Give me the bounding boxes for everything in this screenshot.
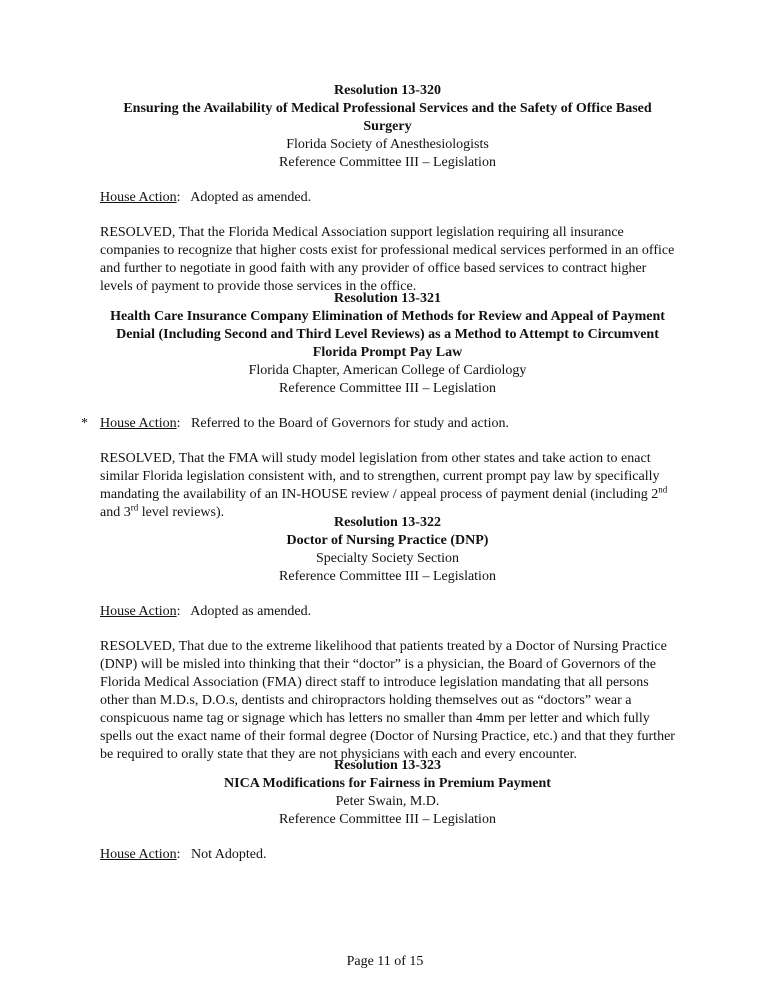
- house-action-label: House Action: [100, 416, 177, 431]
- resolution-number: Resolution 13-322: [334, 515, 441, 530]
- house-action-text: Not Adopted.: [191, 847, 267, 862]
- resolution-header: [100, 82, 675, 172]
- resolution-sponsor: Peter Swain, M.D.: [335, 794, 440, 809]
- house-action: House Action: Not Adopted.: [100, 847, 267, 862]
- resolution-title: Ensuring the Availability of Medical Professional Services and the Safety of Office Based Surgery: [123, 101, 652, 134]
- resolution-sponsor: Florida Chapter, American College of Cardiology: [248, 363, 527, 378]
- resolution-header: [100, 290, 675, 398]
- resolution-committee: Reference Committee III – Legislation: [279, 381, 496, 396]
- house-action-label: House Action: [100, 190, 177, 205]
- body-text: RESOLVED, That the FMA will study model legislation from other states and take action to enact similar Florida legislation consistent with, and to strengthen, current prompt pay law by specifically mandating the availability of an IN-HOUSE review / appeal process of payment denial (including 2: [100, 451, 660, 502]
- house-action-label: House Action: [100, 604, 177, 619]
- resolution-committee: Reference Committee III – Legislation: [279, 155, 496, 170]
- resolution-number: Resolution 13-321: [334, 291, 441, 306]
- body-text: level reviews).: [138, 505, 225, 520]
- resolution-sponsor: Specialty Society Section: [315, 551, 460, 566]
- house-action-text: Adopted as amended.: [190, 190, 312, 205]
- page-number: Page 11 of 15: [346, 954, 424, 969]
- house-action: House Action: Adopted as amended.: [100, 604, 312, 619]
- resolution-committee: Reference Committee III – Legislation: [279, 569, 496, 584]
- house-action: House Action: Adopted as amended.: [100, 190, 312, 205]
- house-action-text: Referred to the Board of Governors for study and action.: [191, 416, 510, 431]
- resolution-13-320: [100, 82, 675, 296]
- resolution-number: Resolution 13-323: [334, 758, 441, 773]
- asterisk-marker: *: [81, 416, 88, 431]
- body-text: and 3: [100, 505, 131, 520]
- resolution-title: Health Care Insurance Company Elimination of Methods for Review and Appeal of Payment Denial (Including Second and Third Level Reviews) as a Method to Attempt to Circumvent Florida Prompt Pay Law: [110, 309, 665, 360]
- resolution-body: RESOLVED, That due to the extreme likelihood that patients treated by a Doctor of Nursing Practice (DNP) will be misled into thinking that their “doctor” is a physician, the Board of Governors of the Florida Medical Association (FMA) direct staff to introduce legislation mandating that all persons other than M.D.s, D.O.s, dentists and chiropractors holding themselves out as “doctors” wear a conspicuous name tag or signage which has letters no smaller than 4mm per letter and which fully spells out the exact name of their formal degree (Doctor of Nursing Practice, etc.) and that they further be required to orally state that they are not physicians with each and every encounter.: [100, 639, 675, 762]
- resolution-header: [100, 514, 675, 586]
- resolution-body: [100, 450, 675, 522]
- ordinal-suffix: nd: [658, 484, 668, 495]
- resolution-number: Resolution 13-320: [334, 83, 441, 98]
- resolution-header: [100, 757, 675, 829]
- resolution-title: NICA Modifications for Fairness in Premium Payment: [224, 776, 551, 791]
- resolution-title: Doctor of Nursing Practice (DNP): [286, 533, 489, 548]
- resolution-body: RESOLVED, That the Florida Medical Association support legislation requiring all insurance companies to recognize that higher costs exist for professional medical services performed in an office and further to negotiate in good faith with any provider of office based services to contract higher levels of payment to provide those services in the office.: [100, 225, 675, 294]
- house-action-label: House Action: [100, 847, 177, 862]
- resolution-sponsor: Florida Society of Anesthesiologists: [286, 137, 489, 152]
- ordinal-suffix: rd: [130, 502, 139, 513]
- house-action: * House Action: Referred to the Board of Governors for study and action.: [81, 416, 510, 431]
- resolution-13-323: [100, 757, 675, 864]
- house-action-text: Adopted as amended.: [190, 604, 312, 619]
- resolution-13-322: [100, 514, 675, 764]
- resolution-committee: Reference Committee III – Legislation: [279, 812, 496, 827]
- resolution-13-321: [81, 290, 675, 522]
